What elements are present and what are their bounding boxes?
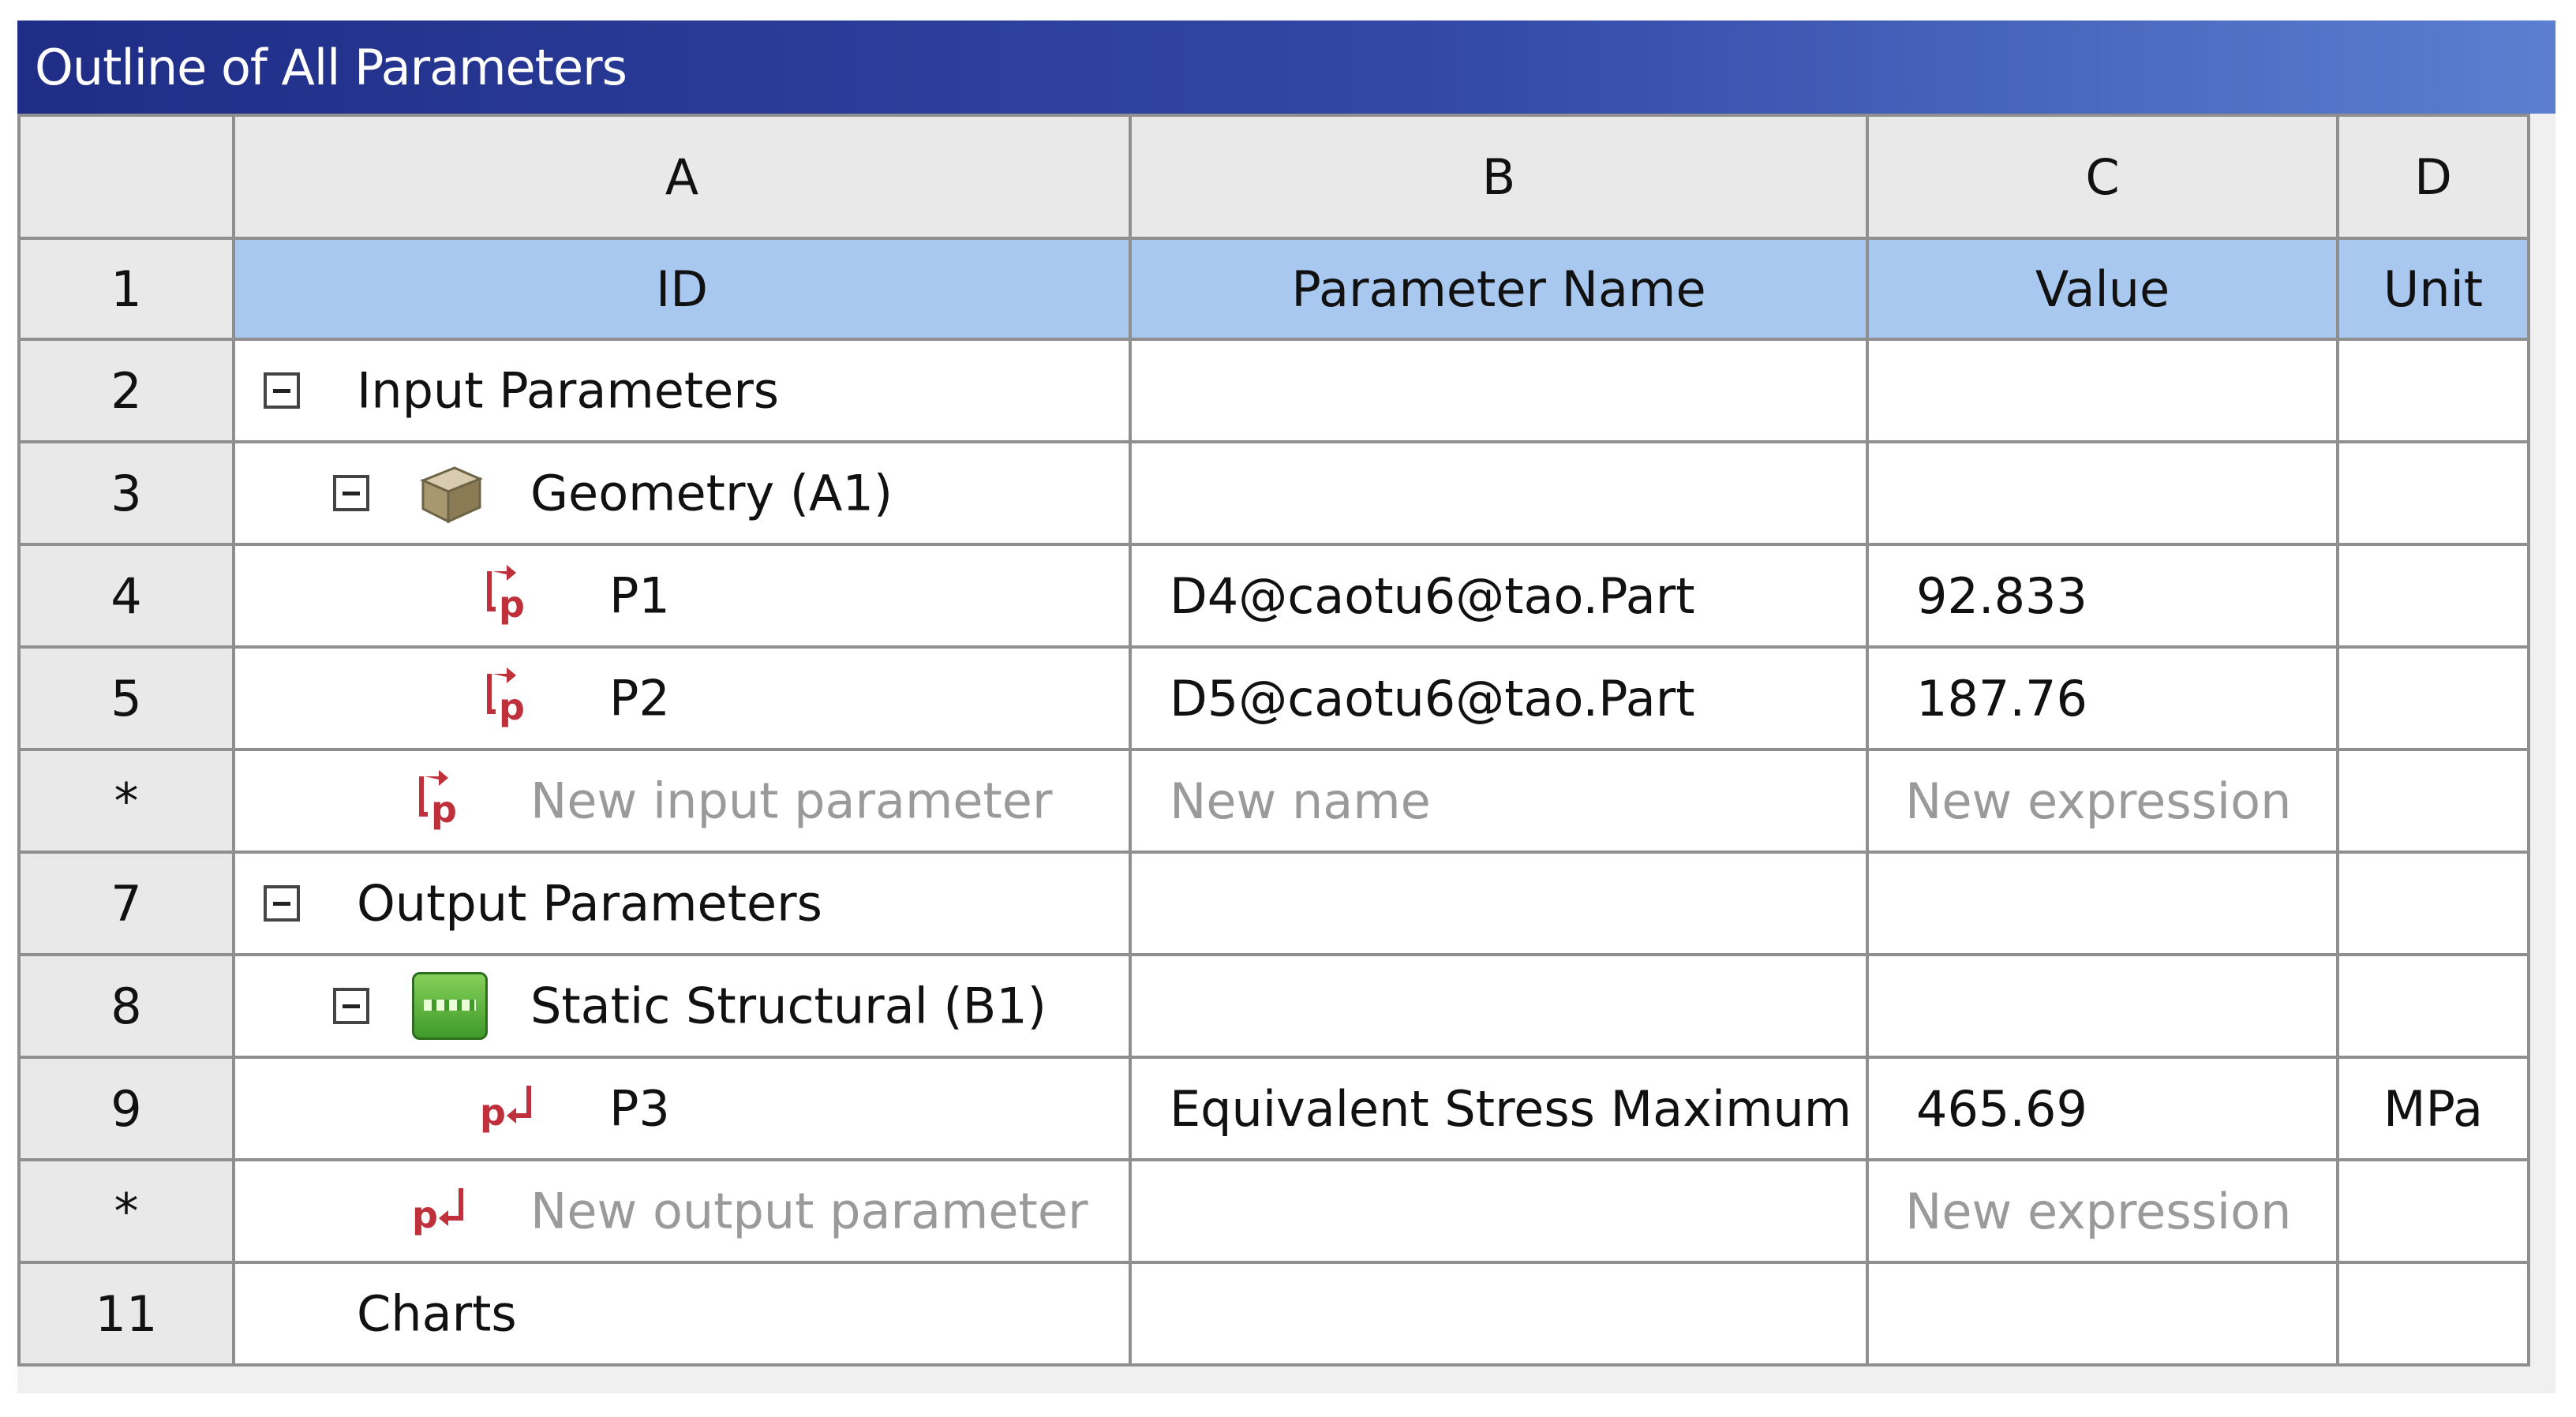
id-cell[interactable]	[234, 647, 1130, 750]
table-row[interactable]	[19, 1160, 2529, 1262]
parameter-name-cell[interactable]	[1130, 442, 1867, 544]
parameter-name-cell[interactable]: D4@caotu6@tao.Part	[1130, 544, 1867, 647]
column-header-a[interactable]: A	[234, 115, 1130, 238]
row-number[interactable]: *	[19, 750, 234, 852]
row-number[interactable]: 8	[19, 955, 234, 1057]
svg-text:p: p	[499, 583, 525, 626]
parameter-name-cell[interactable]	[1130, 1262, 1867, 1365]
header-value[interactable]: Value	[1867, 238, 2338, 339]
new-output-parameter-placeholder: New output parameter	[530, 1182, 1088, 1240]
input-parameter-icon	[478, 560, 540, 631]
output-parameter-icon	[410, 1176, 472, 1247]
parameter-name-cell[interactable]	[1130, 955, 1867, 1057]
value-cell[interactable]: 92.833	[1867, 544, 2338, 647]
row-number[interactable]: 3	[19, 442, 234, 544]
id-cell[interactable]	[234, 852, 1130, 955]
table-corner[interactable]	[19, 115, 234, 238]
parameter-name-cell[interactable]	[1130, 339, 1867, 442]
new-expression-placeholder[interactable]: New expression	[1867, 1160, 2338, 1262]
group-label-output-parameters: Output Parameters	[357, 874, 822, 933]
value-cell[interactable]	[1867, 442, 2338, 544]
svg-text:p: p	[412, 1194, 438, 1236]
unit-cell[interactable]	[2338, 544, 2529, 647]
static-structural-icon	[412, 972, 488, 1040]
charts-label: Charts	[357, 1284, 517, 1343]
new-name-placeholder[interactable]: New name	[1130, 750, 1867, 852]
collapse-icon[interactable]	[264, 372, 300, 409]
output-parameter-icon	[478, 1073, 540, 1144]
new-input-parameter-placeholder: New input parameter	[530, 772, 1053, 830]
svg-text:p: p	[431, 788, 457, 831]
unit-cell[interactable]	[2338, 750, 2529, 852]
header-id[interactable]: ID	[234, 238, 1130, 339]
unit-cell[interactable]	[2338, 442, 2529, 544]
table-row[interactable]	[19, 339, 2529, 442]
id-cell[interactable]	[234, 1160, 1130, 1262]
unit-cell[interactable]	[2338, 647, 2529, 750]
value-cell[interactable]: 465.69	[1867, 1057, 2338, 1160]
svg-text:p: p	[499, 686, 525, 728]
id-cell[interactable]	[234, 955, 1130, 1057]
id-cell[interactable]	[234, 1262, 1130, 1365]
row-number[interactable]: 1	[19, 238, 234, 339]
id-cell[interactable]	[234, 544, 1130, 647]
panel-title-bar	[17, 21, 2555, 114]
row-number[interactable]: 2	[19, 339, 234, 442]
row-number[interactable]: 11	[19, 1262, 234, 1365]
id-cell[interactable]	[234, 750, 1130, 852]
table-row[interactable]	[19, 1057, 2529, 1160]
column-header-d[interactable]: D	[2338, 115, 2529, 238]
unit-cell[interactable]	[2338, 955, 2529, 1057]
group-label-input-parameters: Input Parameters	[357, 361, 780, 420]
id-cell[interactable]	[234, 442, 1130, 544]
table-row[interactable]	[19, 1262, 2529, 1365]
header-row	[19, 238, 2529, 339]
parameters-table	[17, 114, 2530, 1367]
row-number[interactable]: 5	[19, 647, 234, 750]
unit-cell[interactable]	[2338, 852, 2529, 955]
value-cell[interactable]	[1867, 339, 2338, 442]
system-label-static-structural: Static Structural (B1)	[530, 977, 1046, 1035]
header-parameter-name[interactable]: Parameter Name	[1130, 238, 1867, 339]
value-cell[interactable]	[1867, 955, 2338, 1057]
unit-cell[interactable]: MPa	[2338, 1057, 2529, 1160]
column-header-c[interactable]: C	[1867, 115, 2338, 238]
id-cell[interactable]	[234, 1057, 1130, 1160]
parameter-name-cell[interactable]: Equivalent Stress Maximum	[1130, 1057, 1867, 1160]
table-row[interactable]	[19, 750, 2529, 852]
column-header-b[interactable]: B	[1130, 115, 1867, 238]
table-row[interactable]	[19, 442, 2529, 544]
new-expression-placeholder[interactable]: New expression	[1867, 750, 2338, 852]
parameter-id-p1: P1	[609, 566, 670, 625]
unit-cell[interactable]	[2338, 1262, 2529, 1365]
collapse-icon[interactable]	[264, 885, 300, 922]
table-row[interactable]	[19, 544, 2529, 647]
id-cell[interactable]	[234, 339, 1130, 442]
parameter-name-cell[interactable]: D5@caotu6@tao.Part	[1130, 647, 1867, 750]
unit-cell[interactable]	[2338, 1160, 2529, 1262]
system-label-geometry: Geometry (A1)	[530, 464, 893, 522]
input-parameter-icon	[410, 765, 472, 836]
row-number[interactable]: 9	[19, 1057, 234, 1160]
collapse-icon[interactable]	[333, 988, 369, 1024]
header-unit[interactable]: Unit	[2338, 238, 2529, 339]
parameter-id-p2: P2	[609, 669, 670, 727]
table-row[interactable]	[19, 647, 2529, 750]
value-cell[interactable]: 187.76	[1867, 647, 2338, 750]
outline-panel	[17, 21, 2555, 1393]
svg-text:p: p	[480, 1091, 506, 1134]
column-letter-row	[19, 115, 2529, 238]
unit-cell[interactable]	[2338, 339, 2529, 442]
table-row[interactable]	[19, 852, 2529, 955]
parameter-id-p3: P3	[609, 1079, 670, 1138]
row-number[interactable]: 7	[19, 852, 234, 955]
value-cell[interactable]	[1867, 852, 2338, 955]
geometry-cube-icon	[412, 460, 488, 526]
row-number[interactable]: *	[19, 1160, 234, 1262]
value-cell[interactable]	[1867, 1262, 2338, 1365]
parameter-name-cell[interactable]	[1130, 1160, 1867, 1262]
panel-title: Outline of All Parameters	[35, 38, 627, 96]
parameter-name-cell[interactable]	[1130, 852, 1867, 955]
table-row[interactable]	[19, 955, 2529, 1057]
row-number[interactable]: 4	[19, 544, 234, 647]
input-parameter-icon	[478, 663, 540, 734]
collapse-icon[interactable]	[333, 475, 369, 511]
